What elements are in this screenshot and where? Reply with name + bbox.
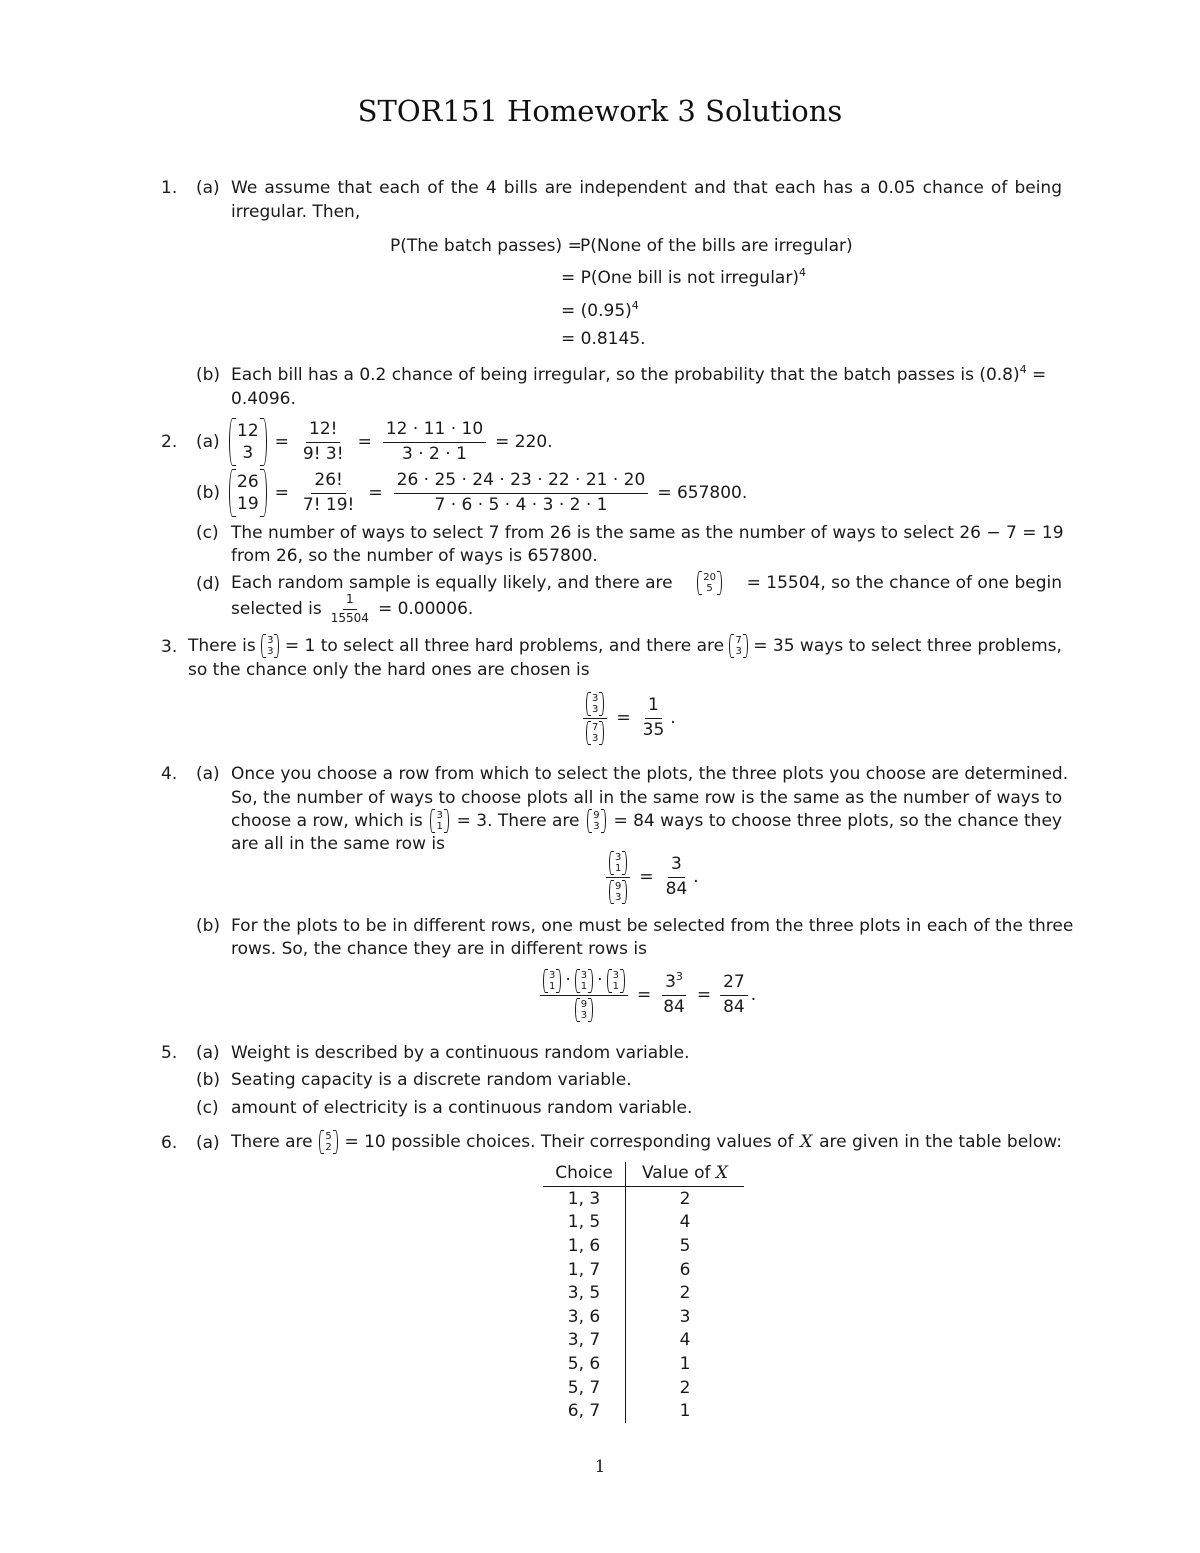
equation-lhs: P(The batch passes) = [390, 236, 582, 256]
cell-choice: 3, 5 [543, 1281, 626, 1305]
cell-choice: 3, 6 [543, 1305, 626, 1329]
cell-value: 4 [679, 1330, 691, 1351]
cell-choice: 1, 5 [543, 1211, 626, 1235]
problem-3-text-line2: so the chance only the hard ones are chosen is [188, 660, 590, 680]
cell-choice: 5, 6 [543, 1352, 626, 1376]
table-row [543, 1187, 744, 1211]
cell-value: 6 [679, 1259, 691, 1280]
problem-5a-label: (a) [196, 1043, 220, 1063]
table-row [543, 1258, 744, 1282]
problem-1a-text-line2: irregular. Then, [231, 202, 361, 222]
problem-2d-label: (d) [196, 574, 221, 594]
problem-2d-text-line1: Each random sample is equally likely, and there are 20 5 = 15504, so the chance of one begin [231, 572, 1062, 594]
table-header-row [543, 1162, 744, 1187]
problem-3-text-line1: There is 3 3 = 1 to select all three hard problems, and there are 7 3 = 35 ways to select three problems, [188, 635, 1062, 657]
table-row [543, 1329, 744, 1353]
cell-choice: 1, 3 [543, 1187, 626, 1211]
problem-2b-equation: 26 19 = $\frac{26!}{7! 19!}$ = $\frac{26 \cdot 25 \cdot 24 \cdot 23 \cdot 22 \cdot 21 \cdot 20}{7 \cdot 6 \cdot 5 \cdot 4 \cdot 3 \cdot 2 \cdot 1}$ = 657800. [229, 467, 747, 519]
equation-rhs-3: = $(0.95)^4$ [561, 299, 639, 321]
table-row [543, 1234, 744, 1258]
problem-4a-text-line1: Once you choose a row from which to select the plots, the three plots you choose are determined. [231, 764, 1069, 784]
problem-5b-text: Seating capacity is a discrete random variable. [231, 1070, 632, 1090]
problem-2d-text-line2: selected is $\frac{1}{15504}$ = 0.00006. [231, 591, 474, 625]
problem-2c-label: (c) [196, 523, 219, 543]
cell-choice: 5, 7 [543, 1376, 626, 1400]
problem-4a-text-line4: are all in the same row is [231, 834, 445, 854]
problem-6a-label: (a) [196, 1133, 220, 1153]
cell-value: 2 [679, 1188, 691, 1209]
cell-value: 2 [679, 1283, 691, 1304]
problem-4b-label: (b) [196, 916, 221, 936]
binomial-12-3: 12 3 [229, 418, 267, 466]
problem-2a-equation: 12 3 = $\frac{12!}{9! 3!}$ = $\frac{12 \cdot 11 \cdot 10}{3 \cdot 2 \cdot 1}$ = 220. [229, 416, 553, 468]
cell-choice: 3, 7 [543, 1329, 626, 1353]
problem-5-number: 5. [161, 1043, 178, 1063]
problem-4b-text-line1: For the plots to be in different rows, one must be selected from the three plots in each of the three [231, 916, 1074, 936]
binomial-26-19: 26 19 [229, 469, 267, 517]
cell-value: 1 [679, 1401, 691, 1422]
equation-rhs-4: = 0.8145. [561, 329, 646, 349]
problem-4-number: 4. [161, 764, 178, 784]
problem-4a-text-line3: choose a row, which is 3 1 = 3. There are 9 3 = 84 ways to choose three plots, so the chance they [231, 810, 1062, 832]
problem-2b-label: (b) [196, 483, 221, 503]
problem-3-number: 3. [161, 637, 178, 657]
problem-4a-display-equation: 3 1 9 3 = $\frac{3}{84}$ . [603, 848, 699, 906]
problem-1b-label: (b) [196, 365, 221, 385]
problem-6-number: 6. [161, 1133, 178, 1153]
problem-2c-text-line2: from 26, so the number of ways is 657800. [231, 546, 598, 566]
problem-4b-text-line2: rows. So, the chance they are in different rows is [231, 939, 647, 959]
table-row [543, 1211, 744, 1235]
table-row [543, 1352, 744, 1376]
binomial-3-1: 3 1 [430, 809, 448, 833]
header-value: Value of X [626, 1162, 745, 1187]
problem-5c-text: amount of electricity is a continuous random variable. [231, 1098, 693, 1118]
problem-1a-text-line1: We assume that each of the 4 bills are independent and that each has a 0.05 chance of being [231, 178, 1062, 198]
problem-3-display-equation: 3 3 7 3 = $\frac{1}{35}$ . [580, 688, 676, 748]
problem-2-number: 2. [161, 432, 178, 452]
binomial-5-2: 5 2 [319, 1130, 337, 1154]
cell-value: 4 [679, 1212, 691, 1233]
problem-5b-label: (b) [196, 1070, 221, 1090]
equation-rhs-2: = P(One bill is not irregular)$^4$ [561, 266, 806, 288]
choice-value-table [543, 1162, 744, 1423]
problem-4a-text-line2: So, the number of ways to choose plots all in the same row is the same as the number of ways to [231, 788, 1063, 808]
problem-4b-display-equation: 3 1 · 3 1 · 3 1 9 3 = $\frac{3^3}{84}$ = $\frac{27}{84}$ . [537, 966, 756, 1024]
problem-5c-label: (c) [196, 1098, 219, 1118]
problem-1a-label: (a) [196, 178, 220, 198]
problem-2c-text-line1: The number of ways to select 7 from 26 is the same as the number of ways to select 26 − 7 = 19 [231, 523, 1064, 543]
binomial-9-3: 9 3 [587, 809, 605, 833]
equation-rhs-1: P(None of the bills are irregular) [580, 236, 853, 256]
page-title: STOR151 Homework 3 Solutions [357, 94, 843, 128]
page-number: 1 [594, 1457, 606, 1477]
problem-1b-text-line2: 0.4096. [231, 389, 296, 409]
problem-4a-label: (a) [196, 764, 220, 784]
cell-choice: 1, 7 [543, 1258, 626, 1282]
table-row [543, 1305, 744, 1329]
header-choice: Choice [543, 1162, 626, 1187]
problem-1-number: 1. [161, 178, 178, 198]
binomial-7-3: 7 3 [729, 634, 747, 658]
cell-choice: 6, 7 [543, 1399, 626, 1423]
table-row [543, 1281, 744, 1305]
table-row [543, 1376, 744, 1400]
problem-2a-label: (a) [196, 432, 220, 452]
cell-choice: 1, 6 [543, 1234, 626, 1258]
problem-5a-text: Weight is described by a continuous random variable. [231, 1043, 690, 1063]
cell-value: 1 [679, 1353, 691, 1374]
problem-6a-text: There are 5 2 = 10 possible choices. Their corresponding values of X are given in the table below: [231, 1131, 1062, 1153]
problem-1b-text-line1: Each bill has a 0.2 chance of being irregular, so the probability that the batch passes is $(0.8)^4$ = [231, 363, 1047, 385]
binomial-3-3: 3 3 [261, 634, 279, 658]
cell-value: 3 [679, 1306, 691, 1327]
cell-value: 5 [679, 1235, 691, 1256]
cell-value: 2 [679, 1377, 691, 1398]
table-row [543, 1399, 744, 1423]
binomial-20-5: 20 5 [697, 571, 722, 595]
